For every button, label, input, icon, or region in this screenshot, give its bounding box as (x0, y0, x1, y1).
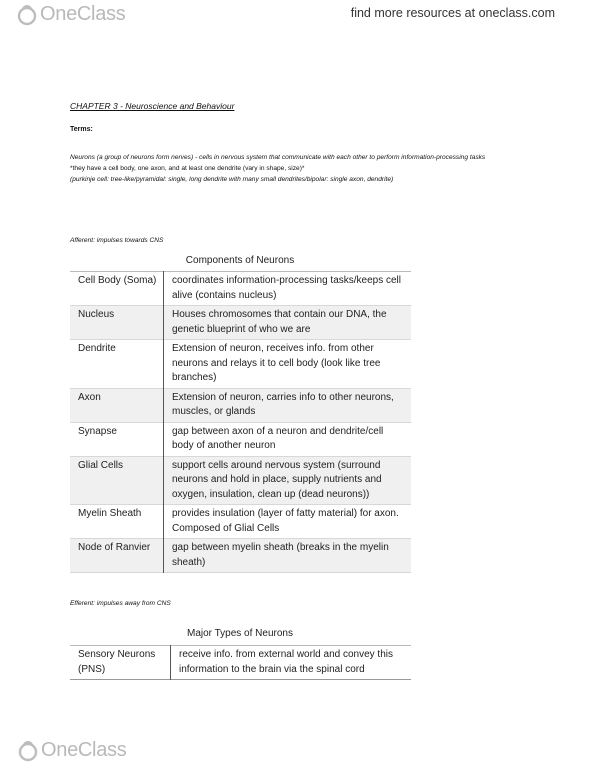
term-cell: Dendrite (70, 340, 164, 389)
table-row (70, 539, 411, 573)
neurons-parts-note: *they have a cell body, one axon, and at least one dendrite (vary in shape, size)* (70, 165, 305, 172)
find-more-resources-link[interactable]: find more resources at oneclass.com (350, 6, 555, 20)
major-types-table (70, 645, 411, 680)
definition-cell: support cells around nervous system (surround neurons and hold in place, supply nutrients and oxygen, insulation, clean up (dead neurons)) (164, 456, 412, 505)
term-cell: Synapse (70, 422, 164, 456)
definition-cell: gap between axon of a neuron and dendrite/cell body of another neuron (172, 425, 384, 451)
table-row (70, 422, 411, 456)
term-cell: Node of Ranvier (70, 539, 164, 573)
oneclass-logo-icon (17, 4, 37, 26)
efferent-note: Efferent: impulses away from CNS (70, 600, 171, 607)
neurons-definition (70, 152, 540, 185)
definition-cell: provides insulation (layer of fatty material) for axon. Composed of Glial Cells (172, 508, 399, 534)
neurons-definition-text (70, 152, 540, 163)
chapter-title: CHAPTER 3 - Neuroscience and Behaviour (70, 101, 235, 111)
afferent-note: Afferent: impulses towards CNS (70, 237, 164, 244)
neurons-definition-rest: - cells in nervous system that communicate with each other to perform information-processing tasks (193, 154, 486, 161)
table-row (70, 306, 411, 340)
terms-label: Terms: (70, 126, 93, 133)
logo-text: OneClass (40, 3, 126, 25)
definition-cell: Extension of neuron, carries info to other neurons, muscles, or glands (164, 388, 412, 422)
oneclass-logo-icon (18, 740, 38, 762)
components-table-title: Components of Neurons (185, 255, 295, 266)
table-row (70, 646, 411, 680)
components-table (70, 271, 411, 573)
table-row (70, 388, 411, 422)
logo-text: OneClass (41, 739, 127, 761)
definition-cell: coordinates information-processing tasks/keeps cell alive (contains nucleus) (172, 275, 401, 301)
definition-cell: Extension of neuron, receives info. from other neurons and relays it to cell body (look like tree branches) (172, 343, 381, 383)
major-types-table-title: Major Types of Neurons (187, 628, 293, 639)
oneclass-logo[interactable] (17, 3, 125, 26)
definition-cell: Houses chromosomes that contain our DNA, the genetic blueprint of who we are (164, 306, 412, 340)
table-row (70, 456, 411, 505)
definition-cell: receive info. from external world and convey this information to the brain via the spinal cord (179, 649, 393, 675)
neurons-examples: (purkinje cell: tree-like/pyramidal: single, long dendrite with many small dendrites/bipolar: single axon, dendrite) (70, 176, 394, 183)
term-cell: Myelin Sheath (70, 505, 164, 539)
term-cell: Glial Cells (70, 456, 164, 505)
term-cell: Axon (70, 388, 164, 422)
definition-cell: gap between myelin sheath (breaks in the myelin sheath) (164, 539, 412, 573)
table-row (70, 505, 411, 539)
term-cell: Sensory Neurons (PNS) (70, 646, 171, 680)
table-row (70, 340, 411, 389)
term-cell: Cell Body (Soma) (70, 272, 164, 306)
table-row (70, 272, 411, 306)
oneclass-footer-logo[interactable] (18, 739, 126, 762)
neurons-definition-lead: Neurons (a group of neurons form nerves) (70, 154, 194, 161)
term-cell: Nucleus (70, 306, 164, 340)
